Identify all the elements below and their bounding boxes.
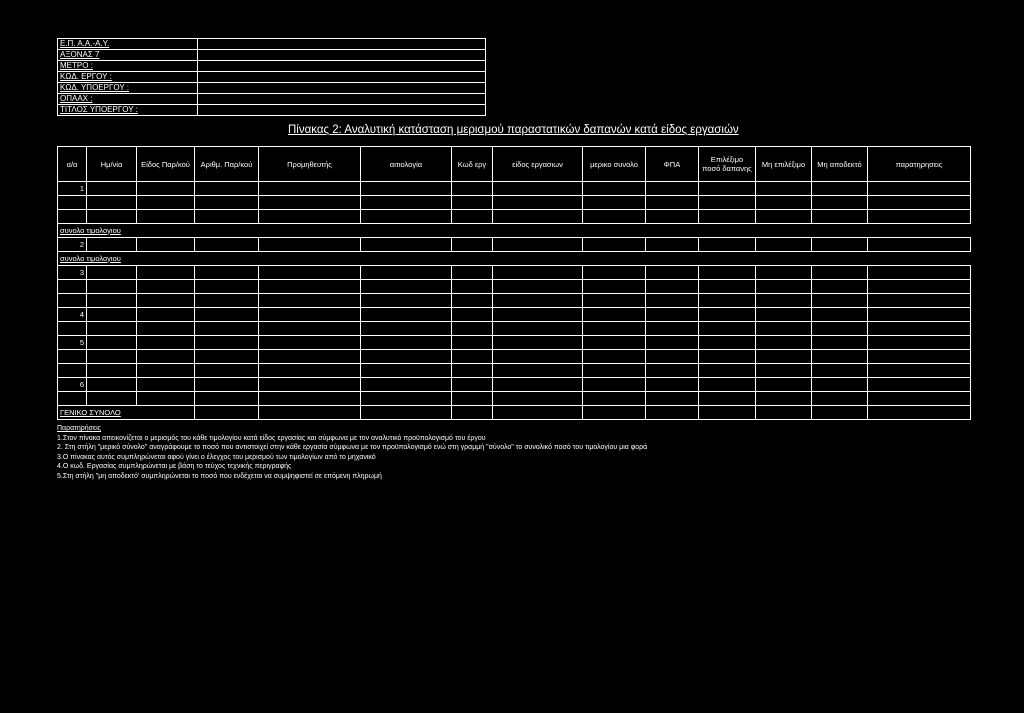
table-row <box>58 378 971 392</box>
row-number: 2 <box>58 238 87 252</box>
table-cell <box>137 266 195 280</box>
table-cell <box>583 224 646 238</box>
invoice-subtotal-row <box>58 252 971 266</box>
table-cell <box>361 224 452 238</box>
table-cell <box>812 378 868 392</box>
header-row <box>58 61 486 72</box>
table-row <box>58 336 971 350</box>
table-cell <box>87 294 137 308</box>
table-cell <box>699 224 756 238</box>
table-row <box>58 350 971 364</box>
table-cell <box>195 196 259 210</box>
column-header: αιτιολογία <box>361 147 452 182</box>
table-row <box>58 182 971 196</box>
table-cell <box>756 224 812 238</box>
table-cell <box>583 322 646 336</box>
table-cell <box>452 266 493 280</box>
table-cell <box>361 294 452 308</box>
table-cell <box>493 350 583 364</box>
notes-heading: Παρατηρήσεις <box>57 425 102 432</box>
table-cell <box>493 378 583 392</box>
table-cell <box>583 196 646 210</box>
table-cell <box>137 392 195 406</box>
table-cell <box>646 210 699 224</box>
column-header: Αριθμ. Παρ/κού <box>195 147 259 182</box>
table-row <box>58 294 971 308</box>
table-cell <box>583 392 646 406</box>
table-cell <box>259 294 361 308</box>
table-cell <box>137 364 195 378</box>
header-row <box>58 72 486 83</box>
table-cell <box>195 350 259 364</box>
table-cell <box>868 322 971 336</box>
table-row <box>58 238 971 252</box>
table-cell <box>756 280 812 294</box>
table-cell <box>87 350 137 364</box>
table-cell <box>493 406 583 420</box>
column-header: παρατηρησεις <box>868 147 971 182</box>
table-cell <box>259 266 361 280</box>
table-cell <box>259 210 361 224</box>
table-cell <box>646 364 699 378</box>
table-cell <box>137 322 195 336</box>
table-cell <box>452 280 493 294</box>
header-row <box>58 39 486 50</box>
note-item: 2. Στη στήλη "μερικό σύνολο" αναγράφουμε το ποσό που αντιστοιχεί στην κάθε εργασία σύμφωνα με τον προϋπολογισμό ενώ στη γραμμή "σύνολο" το συνολικό ποσό του τιμολογίου μια φορά <box>57 444 648 451</box>
table-cell <box>756 210 812 224</box>
table-cell <box>756 266 812 280</box>
table-cell <box>493 224 583 238</box>
table-cell <box>646 350 699 364</box>
table-cell <box>452 350 493 364</box>
header-label: ΚΩΔ. ΕΡΓΟΥ : <box>58 72 198 83</box>
table-cell <box>699 308 756 322</box>
table-cell <box>699 280 756 294</box>
table-cell <box>868 196 971 210</box>
note-item: 5.Στη στήλη "μη αποδεκτό' συμπληρώνεται το ποσό που ενδέχεται να συμψηφιστεί σε επόμενη πληρωμή <box>57 472 382 480</box>
table-cell <box>583 378 646 392</box>
column-header: μερικο συνολο <box>583 147 646 182</box>
column-header: α/α <box>58 147 87 182</box>
table-cell <box>868 392 971 406</box>
table-cell <box>361 210 452 224</box>
table-cell <box>812 196 868 210</box>
table-cell <box>868 378 971 392</box>
table-cell <box>646 238 699 252</box>
column-header: Επιλέξιμο ποσό δαπανης <box>699 147 756 182</box>
table-cell <box>195 392 259 406</box>
table-header-row <box>58 147 971 182</box>
table-cell <box>646 266 699 280</box>
column-header: Ημ/νία <box>87 147 137 182</box>
table-cell <box>137 308 195 322</box>
table-cell <box>868 280 971 294</box>
table-cell <box>195 322 259 336</box>
note-item: 3.Ο πίνακας αυτός συμπληρώνεται αφού γίνει ο έλεγχος του μερισμού των τιμολογίων από το μηχανικό <box>57 453 376 461</box>
table-cell <box>361 238 452 252</box>
table-cell <box>583 252 646 266</box>
table-cell <box>137 378 195 392</box>
column-header: Προμηθευτής <box>259 147 361 182</box>
table-cell <box>583 336 646 350</box>
column-header: είδος εργασιων <box>493 147 583 182</box>
table-cell <box>868 406 971 420</box>
column-header: Είδος Παρ/κού <box>137 147 195 182</box>
table-cell <box>756 350 812 364</box>
table-cell <box>452 364 493 378</box>
subtotal-label: συνολο τιμολογιου <box>58 252 195 266</box>
table-cell <box>361 322 452 336</box>
table-cell <box>699 210 756 224</box>
header-row <box>58 94 486 105</box>
table-cell <box>699 238 756 252</box>
table-cell <box>699 336 756 350</box>
table-cell <box>195 294 259 308</box>
table-cell <box>361 308 452 322</box>
table-cell <box>868 350 971 364</box>
table-cell <box>493 266 583 280</box>
row-number <box>58 392 87 406</box>
table-row <box>58 210 971 224</box>
table-cell <box>583 280 646 294</box>
table-cell <box>195 252 259 266</box>
table-cell <box>646 322 699 336</box>
table-cell <box>259 224 361 238</box>
table-cell <box>493 210 583 224</box>
header-row <box>58 105 486 116</box>
table-cell <box>361 378 452 392</box>
table-cell <box>699 294 756 308</box>
table-cell <box>87 210 137 224</box>
row-number: 4 <box>58 308 87 322</box>
table-cell <box>583 308 646 322</box>
table-cell <box>646 378 699 392</box>
table-cell <box>452 336 493 350</box>
table-cell <box>812 392 868 406</box>
table-cell <box>195 364 259 378</box>
table-cell <box>452 224 493 238</box>
table-cell <box>361 406 452 420</box>
table-cell <box>583 350 646 364</box>
column-header: Μη επιλέξιμο <box>756 147 812 182</box>
table-row <box>58 364 971 378</box>
table-cell <box>583 210 646 224</box>
table-cell <box>452 308 493 322</box>
table-cell <box>812 224 868 238</box>
header-label: ΟΠΑΑΧ : <box>58 94 198 105</box>
table-cell <box>756 308 812 322</box>
table-cell <box>646 252 699 266</box>
row-number <box>58 294 87 308</box>
note-item: 1.Στον πίνακα απεικονίζεται ο μερισμός του κάθε τιμολογίου κατά είδος εργασίας και σύμφωνα με τον αναλυτικό προϋπολογισμό του έργου <box>57 434 486 442</box>
row-number <box>58 350 87 364</box>
table-cell <box>137 294 195 308</box>
table-cell <box>452 406 493 420</box>
table-cell <box>259 336 361 350</box>
header-label: Ε.Π. Α.Α.-Α.Υ. <box>58 39 198 50</box>
row-number <box>58 210 87 224</box>
table-cell <box>195 336 259 350</box>
table-cell <box>493 182 583 196</box>
row-number: 3 <box>58 266 87 280</box>
table-cell <box>868 182 971 196</box>
table-cell <box>137 182 195 196</box>
table-cell <box>493 392 583 406</box>
table-cell <box>87 238 137 252</box>
table-cell <box>452 210 493 224</box>
table-cell <box>452 182 493 196</box>
table-cell <box>812 294 868 308</box>
header-value-cell <box>198 94 486 105</box>
page-title: Πίνακας 2: Αναλυτική κατάσταση μερισμού παραστατικών δαπανών κατά είδος εργασιών <box>288 124 739 136</box>
table-cell <box>195 308 259 322</box>
table-cell <box>493 294 583 308</box>
table-cell <box>646 392 699 406</box>
column-header: ΦΠΑ <box>646 147 699 182</box>
table-cell <box>756 378 812 392</box>
table-cell <box>646 294 699 308</box>
table-cell <box>452 294 493 308</box>
notes-section <box>57 424 737 481</box>
table-cell <box>195 238 259 252</box>
table-cell <box>699 322 756 336</box>
table-cell <box>87 364 137 378</box>
table-cell <box>812 266 868 280</box>
header-row <box>58 50 486 61</box>
table-cell <box>137 210 195 224</box>
table-cell <box>137 196 195 210</box>
table-cell <box>259 364 361 378</box>
table-row <box>58 196 971 210</box>
table-cell <box>756 322 812 336</box>
table-cell <box>812 322 868 336</box>
grand-total-label: ΓΕΝΙΚΟ ΣΥΝΟΛΟ <box>58 406 195 420</box>
table-cell <box>87 280 137 294</box>
table-cell <box>195 266 259 280</box>
table-cell <box>646 182 699 196</box>
table-cell <box>756 182 812 196</box>
table-cell <box>812 406 868 420</box>
table-cell <box>361 336 452 350</box>
table-cell <box>583 238 646 252</box>
table-cell <box>812 350 868 364</box>
table-cell <box>699 266 756 280</box>
table-row <box>58 392 971 406</box>
table-cell <box>756 336 812 350</box>
table-cell <box>195 378 259 392</box>
table-cell <box>87 308 137 322</box>
table-cell <box>361 196 452 210</box>
table-cell <box>493 308 583 322</box>
table-cell <box>87 392 137 406</box>
table-cell <box>868 238 971 252</box>
table-cell <box>493 280 583 294</box>
table-cell <box>259 322 361 336</box>
header-value-cell <box>198 83 486 94</box>
table-cell <box>452 378 493 392</box>
table-cell <box>699 364 756 378</box>
table-cell <box>646 224 699 238</box>
column-header: Κωδ εργ <box>452 147 493 182</box>
header-value-cell <box>198 105 486 116</box>
table-cell <box>452 392 493 406</box>
table-cell <box>756 294 812 308</box>
table-cell <box>868 224 971 238</box>
table-row <box>58 266 971 280</box>
table-cell <box>87 378 137 392</box>
header-label: ΜΕΤΡΟ : <box>58 61 198 72</box>
table-cell <box>756 196 812 210</box>
header-label: ΤΙΤΛΟΣ ΥΠΟΕΡΓΟΥ : <box>58 105 198 116</box>
grand-total-row <box>58 406 971 420</box>
table-cell <box>493 322 583 336</box>
table-cell <box>868 336 971 350</box>
table-cell <box>699 406 756 420</box>
table-cell <box>812 252 868 266</box>
header-label: ΑΞΟΝΑΣ 7 <box>58 50 198 61</box>
table-cell <box>493 336 583 350</box>
table-cell <box>812 280 868 294</box>
table-cell <box>868 294 971 308</box>
table-cell <box>583 364 646 378</box>
table-cell <box>646 336 699 350</box>
table-cell <box>646 406 699 420</box>
table-cell <box>87 196 137 210</box>
table-cell <box>756 364 812 378</box>
table-cell <box>259 350 361 364</box>
table-cell <box>583 406 646 420</box>
table-cell <box>812 336 868 350</box>
table-cell <box>583 182 646 196</box>
table-cell <box>137 238 195 252</box>
table-cell <box>812 364 868 378</box>
header-row <box>58 83 486 94</box>
table-cell <box>756 252 812 266</box>
table-row <box>58 280 971 294</box>
table-cell <box>868 210 971 224</box>
table-cell <box>868 252 971 266</box>
table-cell <box>812 238 868 252</box>
table-cell <box>812 210 868 224</box>
table-row <box>58 322 971 336</box>
row-number: 1 <box>58 182 87 196</box>
column-header: Μη αποδεκτό <box>812 147 868 182</box>
table-cell <box>259 182 361 196</box>
table-cell <box>87 266 137 280</box>
table-cell <box>195 280 259 294</box>
table-cell <box>452 252 493 266</box>
table-cell <box>868 308 971 322</box>
table-cell <box>259 378 361 392</box>
table-cell <box>452 322 493 336</box>
table-cell <box>137 280 195 294</box>
table-cell <box>137 336 195 350</box>
table-cell <box>361 350 452 364</box>
table-cell <box>583 266 646 280</box>
table-cell <box>493 196 583 210</box>
table-cell <box>137 350 195 364</box>
table-cell <box>812 308 868 322</box>
table-cell <box>259 392 361 406</box>
table-cell <box>646 308 699 322</box>
table-cell <box>699 378 756 392</box>
row-number: 5 <box>58 336 87 350</box>
allocation-table <box>57 146 971 420</box>
header-value-cell <box>198 72 486 83</box>
table-cell <box>195 210 259 224</box>
table-cell <box>493 364 583 378</box>
header-label: ΚΩΔ. ΥΠΟΕΡΓΟΥ : <box>58 83 198 94</box>
table-cell <box>259 196 361 210</box>
table-cell <box>699 350 756 364</box>
table-cell <box>812 182 868 196</box>
table-cell <box>646 196 699 210</box>
header-value-cell <box>198 39 486 50</box>
table-cell <box>361 182 452 196</box>
table-cell <box>195 406 259 420</box>
table-cell <box>259 252 361 266</box>
table-cell <box>259 280 361 294</box>
table-row <box>58 308 971 322</box>
table-cell <box>361 364 452 378</box>
subtotal-label: συνολο τιμολογιου <box>58 224 195 238</box>
table-cell <box>699 392 756 406</box>
table-cell <box>493 238 583 252</box>
project-header-table <box>57 38 486 116</box>
table-cell <box>259 238 361 252</box>
table-cell <box>868 266 971 280</box>
table-cell <box>259 406 361 420</box>
row-number: 6 <box>58 378 87 392</box>
table-cell <box>195 224 259 238</box>
row-number <box>58 364 87 378</box>
table-cell <box>259 308 361 322</box>
table-cell <box>87 336 137 350</box>
row-number <box>58 196 87 210</box>
table-cell <box>699 182 756 196</box>
invoice-subtotal-row <box>58 224 971 238</box>
table-cell <box>361 392 452 406</box>
row-number <box>58 322 87 336</box>
table-cell <box>646 280 699 294</box>
table-cell <box>452 196 493 210</box>
header-value-cell <box>198 50 486 61</box>
table-cell <box>361 280 452 294</box>
table-cell <box>361 266 452 280</box>
note-item: 4.Ο κωδ. Εργασίας συμπληρώνεται με βάση το τεύχος τεχνικής περιγραφής <box>57 463 292 470</box>
table-cell <box>583 294 646 308</box>
table-cell <box>361 252 452 266</box>
table-cell <box>87 182 137 196</box>
table-cell <box>195 182 259 196</box>
table-cell <box>493 252 583 266</box>
table-cell <box>756 238 812 252</box>
table-cell <box>699 252 756 266</box>
row-number <box>58 280 87 294</box>
header-value-cell <box>198 61 486 72</box>
table-cell <box>87 322 137 336</box>
table-cell <box>452 238 493 252</box>
table-cell <box>868 364 971 378</box>
table-cell <box>756 392 812 406</box>
table-cell <box>756 406 812 420</box>
table-cell <box>699 196 756 210</box>
